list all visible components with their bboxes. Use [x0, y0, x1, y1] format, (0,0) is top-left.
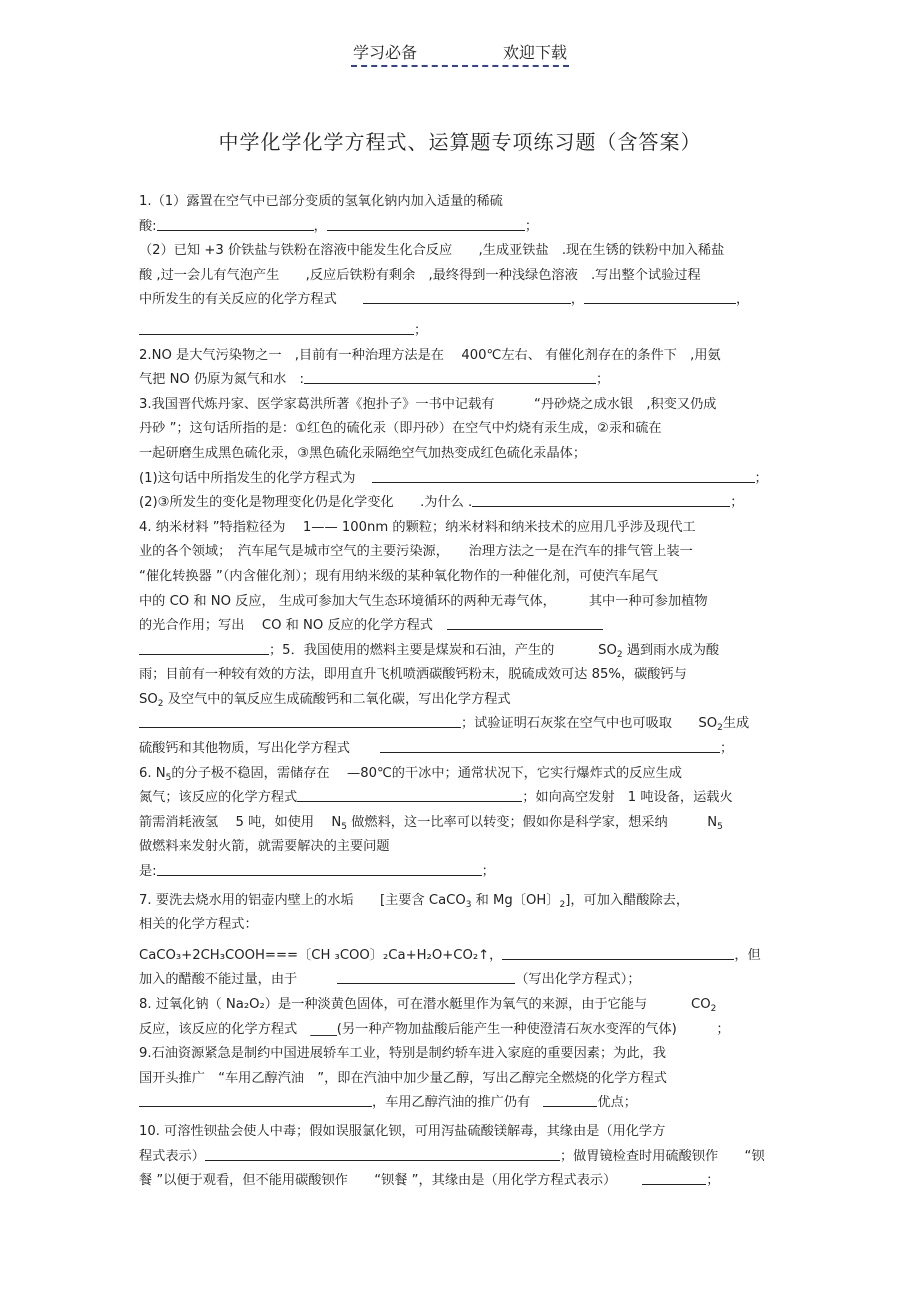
q6-line-1: [139, 762, 789, 787]
terminator: ；: [595, 372, 610, 388]
answer-blank[interactable]: [157, 215, 314, 231]
header-underline-box: [351, 40, 569, 67]
q9-line-2: 国开头推广 “车用乙醇汽油 ”，即在汽油中加少量乙醇，写出乙醇完全燃烧的化学方程式: [139, 1070, 667, 1086]
subscript: 5: [717, 821, 723, 832]
q10-text-2: 餐 ”以便于观看，但不能用碳酸钡作 “钡餐 ”，其缘由是（用化学方程式表示）: [139, 1173, 617, 1189]
answer-blank[interactable]: [139, 1091, 372, 1107]
q3-line-3: 一起研磨生成黑色硫化汞，③黑色硫化汞隔绝空气加热变成红色硫化汞晶体；: [139, 445, 587, 461]
terminator: ；: [720, 741, 734, 757]
q7-line-4: [139, 968, 789, 993]
q3-line-5: [139, 491, 789, 516]
terminator: ；: [754, 470, 768, 486]
q6-text-2: ；如向高空发射 1 吨设备，运载火: [522, 790, 733, 806]
q6-text: 的分子极不稳固，需储存在 —80℃的干冰中；通常状况下，它实行爆炸式的反应生成: [171, 765, 682, 781]
q4-line-3: “催化转换器 ”（内含催化剂）；现有用纳米级的某种氧化物作的一种催化剂，可使汽车尾气: [139, 568, 658, 584]
q1-line-1: 1.（1）露置在空气中已部分变质的氢氧化钠内加入适量的稀硫: [139, 194, 503, 209]
q3-line-1: 3.我国晋代炼丹家、医学家葛洪所著《抱扑子》一书中记载有 “丹砂烧之成水银 ,积变又仍成: [139, 396, 717, 412]
q3-line-2: 丹砂 ”；这句话所指的是：①红色的硫化汞（即丹砂）在空气中灼烧有汞生成，②汞和硫在: [139, 421, 662, 437]
separator: ，: [570, 292, 584, 308]
q7-text-2: 和 Mg〔OH〕: [471, 892, 560, 908]
q10-line-2: [139, 1145, 789, 1170]
q10-line-1: 10. 可溶性钡盐会使人中毒；假如误服氯化钡，可用泻盐硫酸镁解毒，其缘由是（用化学方: [139, 1123, 666, 1139]
q2-prompt: 气把 NO 仍原为氮气和水 :: [139, 372, 304, 388]
q9-text: ，车用乙醇汽油的推广仍有: [372, 1095, 544, 1111]
q6-text-3: 箭需消耗液氢 5 吨，如使用 N: [139, 814, 342, 830]
q5-intro-end: 遇到雨水成为酸: [622, 642, 720, 658]
reaction-equation: CaCO₃+2CH₃COOH===〔CH ₃COO〕₂Ca+H₂O+CO₂↑，: [139, 947, 503, 963]
q3-prompt-2: (2)③所发生的变化是物理变化仍是化学变化 .为什么 .: [139, 495, 473, 511]
q6-line-2: [139, 786, 789, 811]
q10-line-3: [139, 1169, 789, 1194]
header-left-text: 学习必备: [352, 43, 417, 62]
answer-blank[interactable]: [297, 786, 522, 802]
answer-blank[interactable]: [543, 1091, 597, 1107]
q8-line-2: 反应，该反应的化学方程式 ____(另一种产物加盐酸后能产生一种使澄清石灰水变浑的气体) ；: [139, 1021, 730, 1037]
q5-intro: ；5．我国使用的燃料主要是煤炭和石油，产生的 SO: [269, 642, 617, 658]
q1-line-6: [139, 319, 789, 344]
q3-line-4: [139, 467, 789, 492]
terminator: ；: [524, 218, 539, 234]
q6-text-4: 做燃料，这一比率可以转变；假如你是科学家，想采纳 N: [347, 814, 718, 830]
subscript: 2: [717, 723, 723, 734]
q5-text: 及空气中的氧反应生成硫酸钙和二氧化碳，写出化学方程式: [163, 691, 511, 707]
subscript: 2: [710, 1004, 717, 1014]
q5-text-3: 生成: [722, 716, 750, 732]
q5-text-2: ；试验证明石灰浆在空气中也可吸取 SO: [461, 716, 718, 732]
q5-line-1: [139, 639, 789, 664]
q10-prompt: 程式表示）: [139, 1148, 205, 1164]
question-list: [139, 190, 789, 1194]
answer-blank[interactable]: [502, 944, 734, 960]
terminator: ；: [414, 322, 428, 338]
answer-blank[interactable]: [380, 737, 720, 753]
answer-blank[interactable]: [304, 368, 596, 384]
formula: SO: [139, 691, 158, 707]
q5-line-3: [139, 688, 789, 713]
page-header: [0, 40, 920, 67]
answer-blank[interactable]: [327, 215, 525, 231]
subscript: 2: [559, 899, 566, 910]
answer-blank[interactable]: [363, 288, 571, 304]
q7-text-4: ，但: [734, 947, 761, 963]
answer-blank[interactable]: [139, 639, 269, 655]
q7-line-1: [139, 889, 789, 914]
answer-blank[interactable]: [139, 712, 461, 728]
q6-line-5: [139, 860, 789, 885]
q4-line-1: 4. 纳米材料 ”特指粒径为 1—— 100nm 的颗粒；纳米材料和纳米技术的应用几乎涉及现代工: [139, 519, 696, 535]
terminator: ；: [730, 495, 744, 511]
header-right-text: 欢迎下载: [503, 43, 568, 62]
q7-hint: （写出化学方程式）；: [515, 972, 641, 988]
q4-prompt: 的光合作用；写出 CO 和 NO 反应的化学方程式: [139, 618, 433, 634]
answer-blank[interactable]: [584, 288, 736, 304]
q5-line-4: [139, 712, 789, 737]
subscript: 3: [465, 899, 472, 910]
q7-line-2: 相关的化学方程式：: [139, 917, 258, 933]
q2-line-2: [139, 368, 789, 393]
answer-blank[interactable]: [447, 614, 603, 630]
q4-line-5: [139, 614, 789, 639]
q6-prompt: 氮气；该反应的化学方程式: [139, 790, 298, 806]
answer-blank[interactable]: [205, 1145, 560, 1161]
q1-line-4: 酸 ,过一会儿有气泡产生 ,反应后铁粉有剩余 ,最终得到一种浅绿色溶液 .写出整个试验过程: [139, 267, 701, 283]
q9-line-3: [139, 1091, 789, 1116]
separator: ，: [313, 218, 327, 234]
q1-line-3: （2）已知 +3 价铁盐与铁粉在溶液中能发生化合反应 ,生成亚铁盐 .现在生锈的铁粉中加入稀盐: [139, 243, 725, 259]
q1-line-2: [139, 215, 789, 240]
q1-line-5: [139, 288, 789, 313]
q2-line-1: 2.NO 是大气污染物之一 ,目前有一种治理方法是在 400℃左右、 有催化剂存在的条件下 ,用氨: [139, 347, 721, 363]
terminator: ；: [481, 864, 495, 880]
q5-line-5: [139, 737, 789, 762]
q7-prompt: 加入的醋酸不能过量，由于: [139, 972, 298, 988]
q3-prompt-1: (1)这句话中所指发生的化学方程式为: [139, 470, 356, 486]
subscript: 2: [616, 649, 623, 660]
q6-prompt-2: 是:: [139, 864, 157, 880]
q9-text-2: 优点；: [597, 1095, 637, 1111]
subscript: 5: [165, 772, 172, 783]
answer-blank[interactable]: [139, 319, 414, 335]
q9-line-1: 9.石油资源紧急是制约中国进展轿车工业，特别是制约轿车进入家庭的重要因素；为此，我: [139, 1046, 666, 1062]
q6-line-3: [139, 811, 789, 836]
q8-text: 8. 过氧化钠（ Na₂O₂）是一种淡黄色固体，可在潜水艇里作为氧气的来源，由于它能与 CO: [139, 997, 711, 1012]
q5-line-2: 雨；目前有一种较有效的方法，即用直升飞机喷洒碳酸钙粉末，脱硫成效可达 85%，碳酸钙与: [139, 667, 687, 683]
q7-line-3: [139, 944, 789, 969]
subscript: 2: [157, 698, 164, 709]
q10-text: ；做胃镜检查时用硫酸钡作 “钡: [559, 1148, 765, 1164]
q4-line-4: 中的 CO 和 NO 反应， 生成可参加大气生态环境循环的两种无毒气体， 其中一种可参加植物: [139, 593, 708, 609]
q4-line-2: 业的各个领域； 汽车尾气是城市空气的主要污染源， 治理方法之一是在汽车的排气管上装一: [139, 544, 693, 560]
q7-text-3: ]，可加入醋酸除去，: [565, 892, 690, 908]
separator: ，: [736, 292, 750, 308]
answer-blank[interactable]: [157, 860, 482, 876]
page-title: 中学化学化学方程式、运算题专项练习题（含答案）: [218, 130, 702, 154]
q8-line-1: [139, 993, 789, 1018]
q6-line-4: 做燃料来发射火箭，就需要解决的主要问题: [139, 839, 390, 855]
answer-blank[interactable]: [337, 968, 515, 984]
terminator: ；: [706, 1173, 720, 1189]
q1-prompt: 酸:: [139, 218, 157, 234]
q5-prompt: 硫酸钙和其他物质，写出化学方程式: [139, 741, 350, 757]
answer-blank[interactable]: [472, 491, 730, 507]
answer-blank[interactable]: [642, 1169, 706, 1185]
subscript: 5: [341, 821, 348, 832]
answer-blank[interactable]: [372, 467, 755, 483]
q7-text: 7. 要洗去烧水用的铝壶内壁上的水垢 [主要含 CaCO: [139, 892, 466, 908]
q1-prompt-2: 中所发生的有关反应的化学方程式: [139, 292, 337, 308]
q6-number: 6. N: [139, 765, 166, 781]
